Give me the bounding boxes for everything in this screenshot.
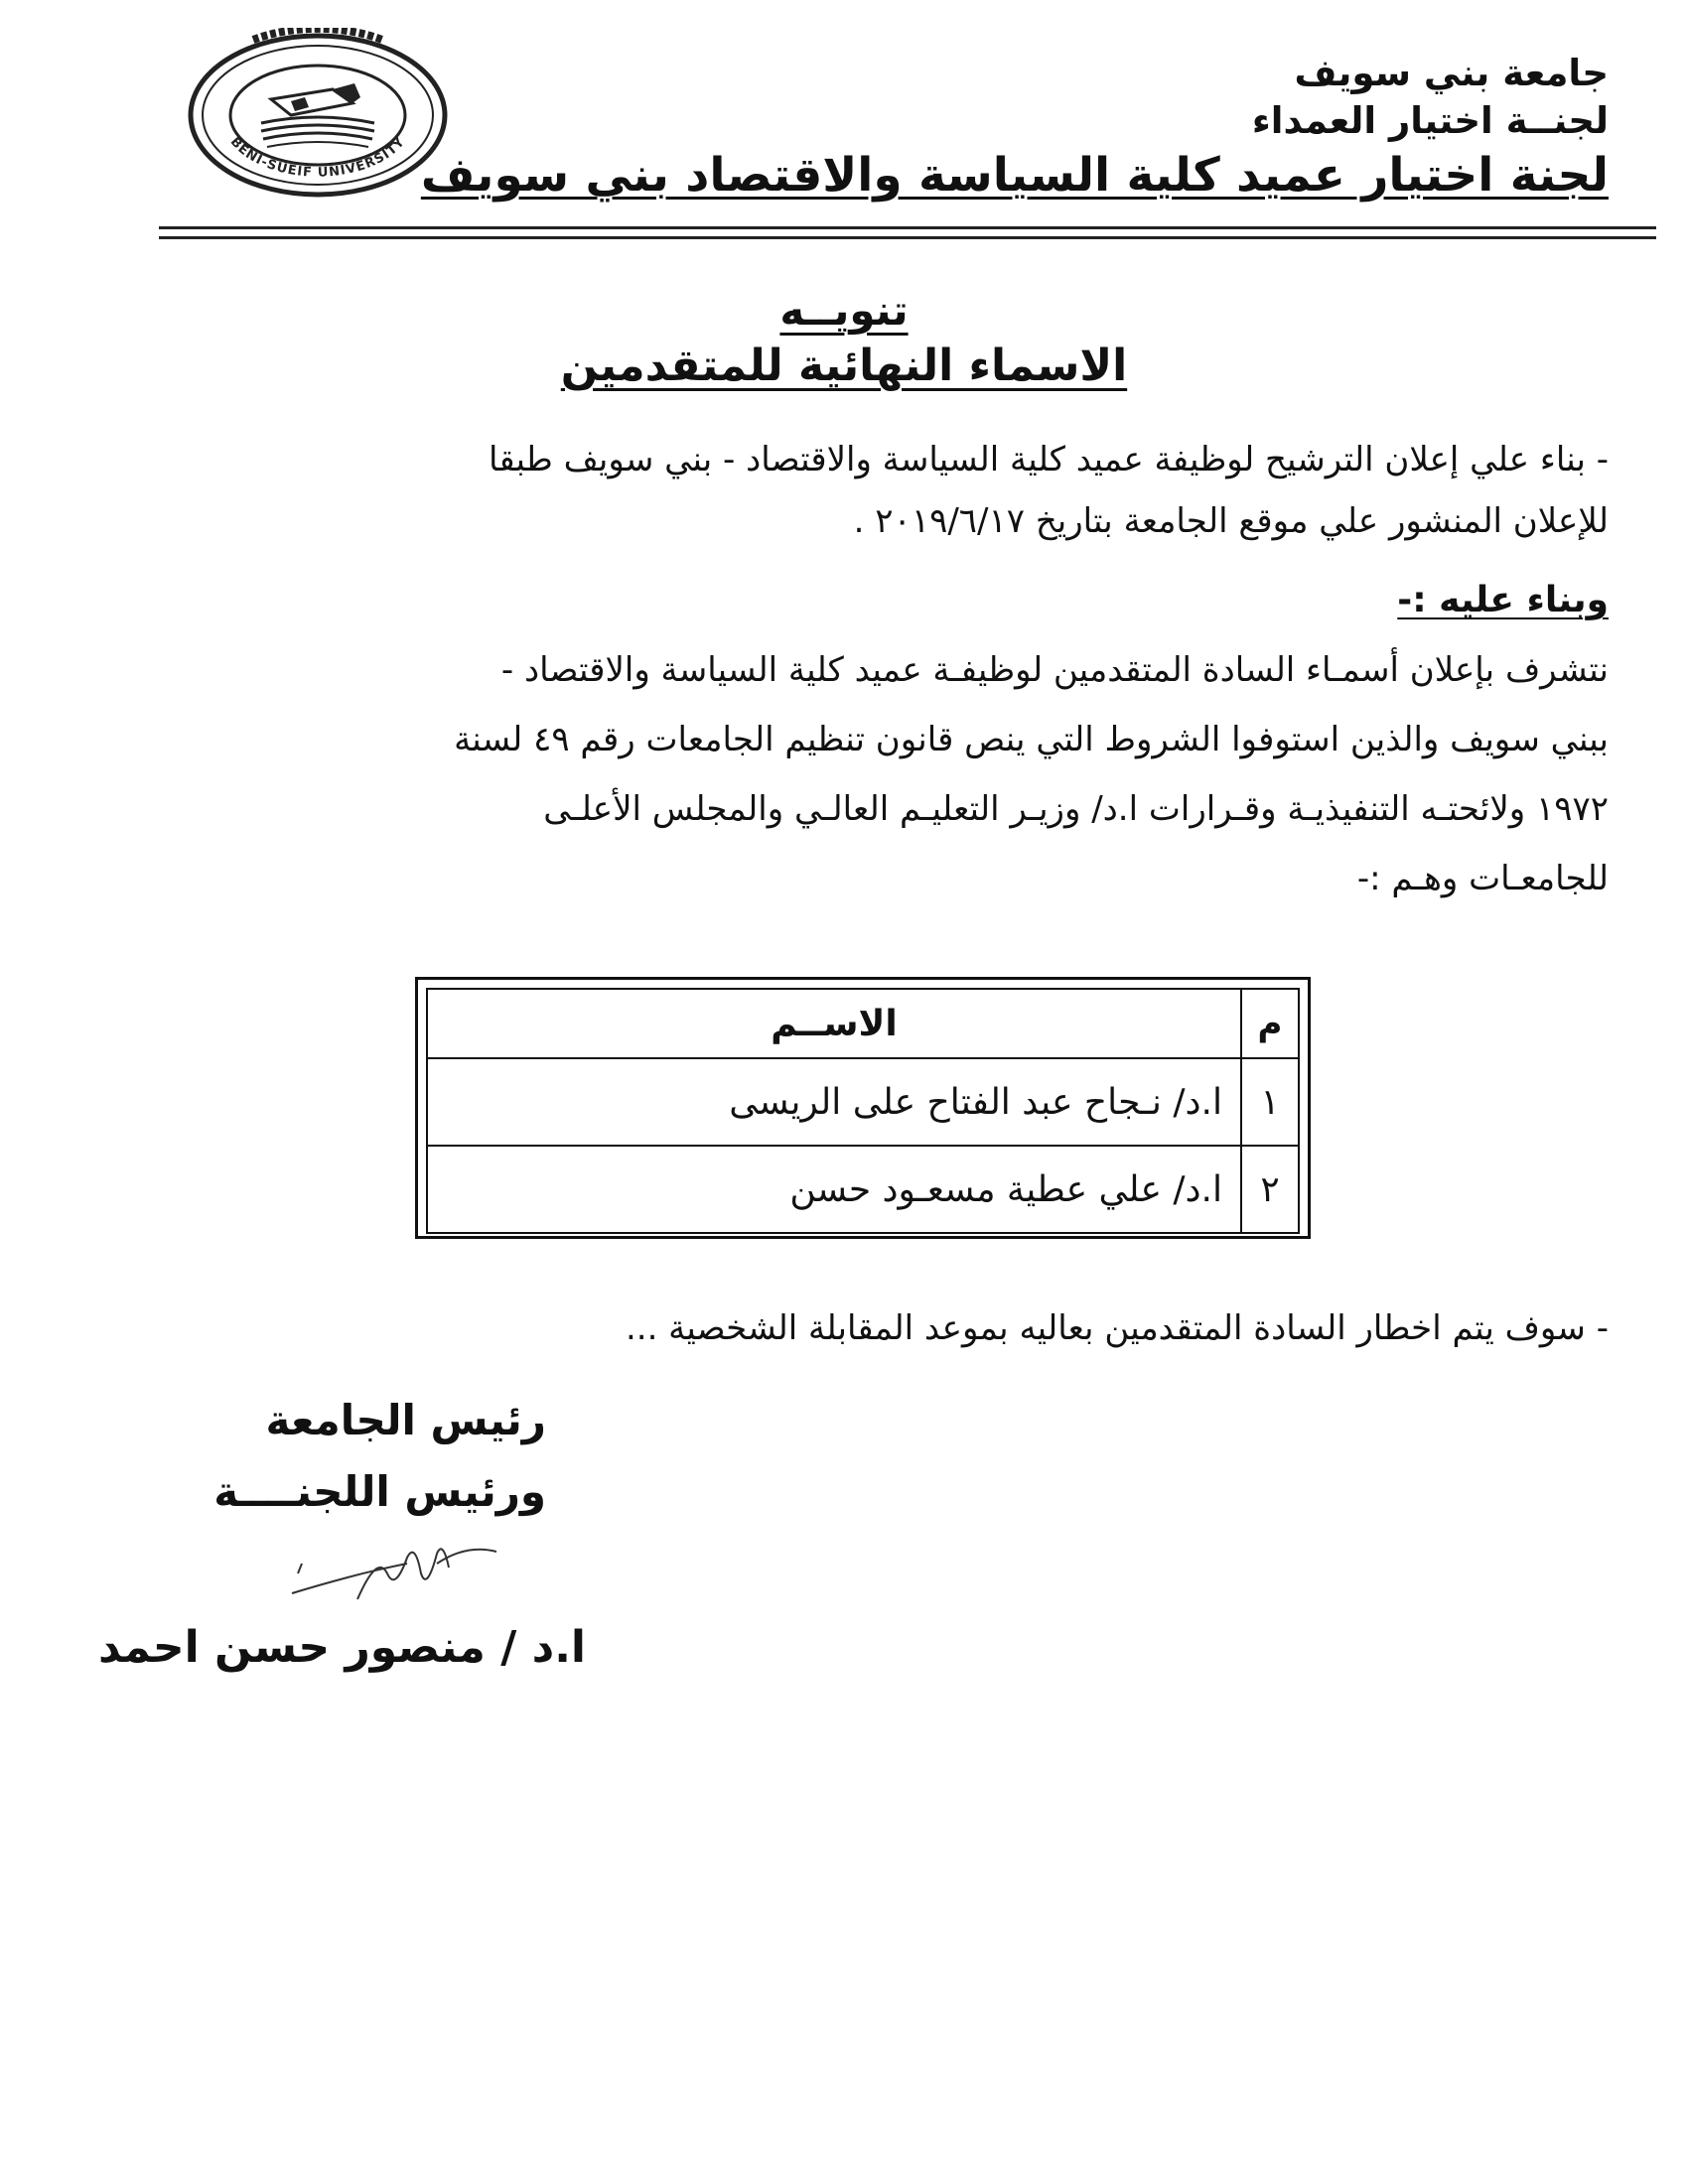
candidate-name: ا.د/ علي عطية مسعـود حسن [427,1146,1241,1233]
logo-text: BENI-SUEIF UNIVERSITY [226,134,409,181]
signer-name: ا.د / منصور حسن احمد [98,1622,586,1673]
signature-block [98,1385,606,1673]
subcommittee-name: لجنة اختيار عميد كلية السياسة والاقتصاد بني سويف [420,148,1609,203]
signer-title-chair: ورئيس اللجنــــة [213,1467,546,1516]
column-header-name: الاســم [427,989,1241,1058]
university-name: جامعة بني سويف [1294,52,1609,94]
committee-name: لجنــة اختيار العمداء [1251,99,1609,142]
intro-line: للإعلان المنشور علي موقع الجامعة بتاريخ ٢٠١٩/٦/١٧ . [853,501,1609,541]
header-divider [159,226,1656,229]
column-header-number: م [1241,989,1299,1058]
notice-heading [0,283,1688,394]
body-line: ببني سويف والذين استوفوا الشروط التي ينص قانون تنظيم الجامعات رقم ٤٩ لسنة [454,720,1609,759]
university-logo-icon [184,28,452,203]
body-line: للجامعـات وهـم :- [1356,859,1609,898]
body-line: نتشرف بإعلان أسمـاء السادة المتقدمين لوظيفـة عميد كلية السياسة والاقتصاد - [500,650,1609,690]
intro-line: - بناء علي إعلان الترشيح لوظيفة عميد كلية السياسة والاقتصاد - بني سويف طبقا [488,440,1609,479]
therefore-heading: وبناء عليه :- [1397,580,1609,620]
table-row [427,1146,1299,1233]
candidates-table [415,977,1311,1239]
intro-paragraph [139,429,1609,552]
body-line: ١٩٧٢ ولائحتـه التنفيذيـة وقـرارات ا.د/ وزيـر التعليـم العالـي والمجلس الأعلـى [543,789,1609,829]
letterhead [420,50,1609,206]
row-number: ٢ [1241,1146,1299,1233]
notice-subtitle: الاسماء النهائية للمتقدمين [560,341,1128,391]
signer-title-president: رئيس الجامعة [265,1396,546,1444]
closing-note: - سوف يتم اخطار السادة المتقدمين بعاليه بموعد المقابلة الشخصية ... [625,1308,1609,1348]
body-paragraph [139,635,1609,913]
row-number: ١ [1241,1058,1299,1146]
candidate-name: ا.د/ نـجاح عبد الفتاح على الريسى [427,1058,1241,1146]
notice-title: تنويــه [779,286,909,335]
table-header-row [427,989,1299,1058]
header-divider-secondary [159,236,1656,239]
handwritten-signature-icon [288,1534,506,1613]
table-row [427,1058,1299,1146]
